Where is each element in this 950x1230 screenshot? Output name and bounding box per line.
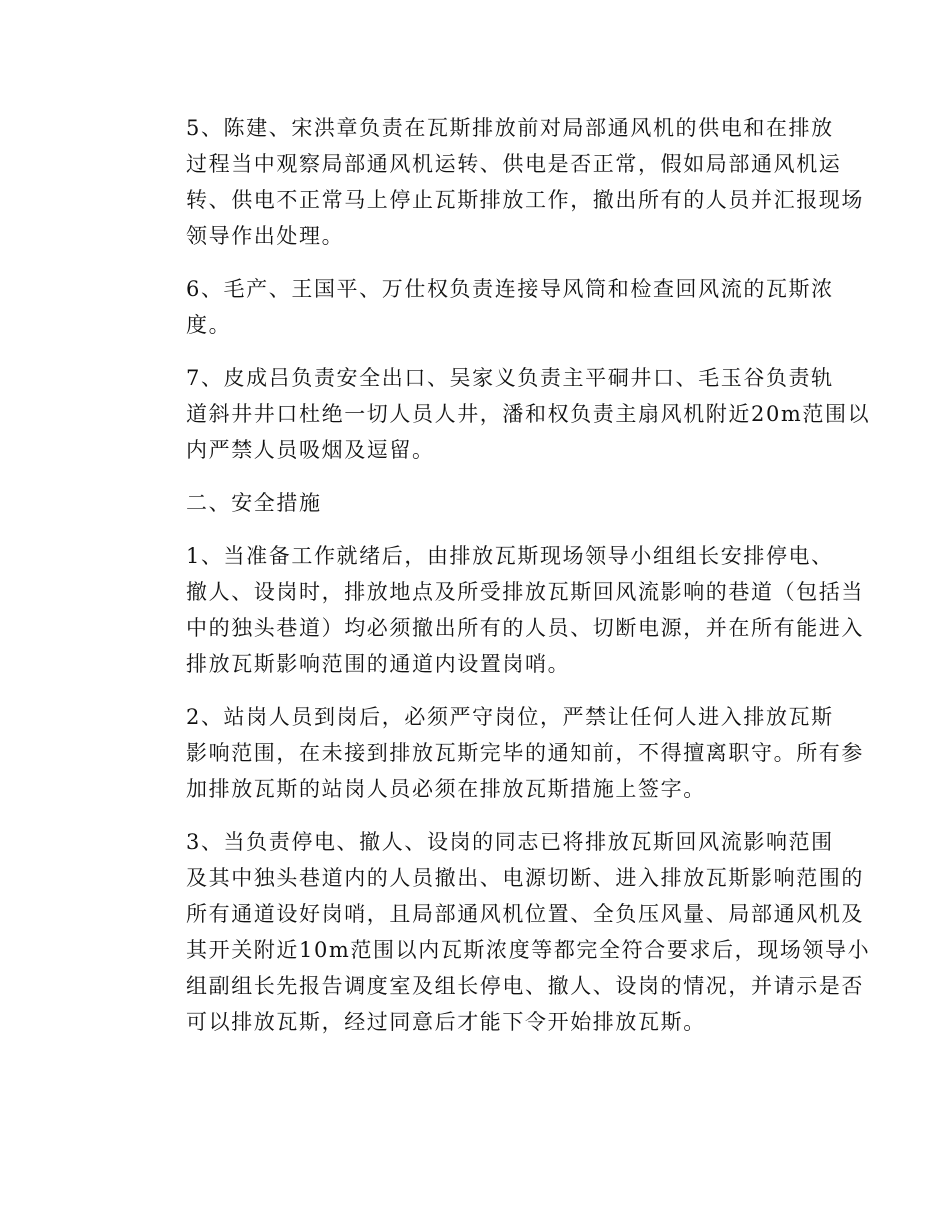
paragraph-item-5 <box>141 110 864 254</box>
measure-item-2 <box>141 699 864 807</box>
text-line: 可以排放瓦斯，经过同意后才能下令开始排放瓦斯。 <box>186 1010 706 1034</box>
text-line: 3、当负责停电、撤人、设岗的同志已将排放瓦斯回风流影响范围 <box>186 830 834 854</box>
text-line: 领导作出处理。 <box>186 224 345 248</box>
measure-item-1 <box>141 538 864 682</box>
text-line: 1、当准备工作就绪后，由排放瓦斯现场领导小组组长安排停电、 <box>186 544 834 568</box>
text-line: 其开关附近10m范围以内瓦斯浓度等都完全符合要求后，现场领导小 <box>186 938 871 962</box>
text-line: 道斜井井口杜绝一切人员人井，潘和权负责主扇风机附近20m范围以 <box>186 402 871 426</box>
text-line: 度。 <box>186 313 232 337</box>
heading-line: 二、安全措施 <box>186 491 322 515</box>
text-line: 2、站岗人员到岗后，必须严守岗位，严禁让任何人进入排放瓦斯 <box>186 705 834 729</box>
document-body <box>141 110 871 1057</box>
text-line: 中的独头巷道）均必须撤出所有的人员、切断电源，并在所有能进入 <box>186 616 864 640</box>
text-line: 所有通道设好岗哨，且局部通风机位置、全负压风量、局部通风机及 <box>186 902 864 926</box>
text-line: 影响范围，在未接到排放瓦斯完毕的通知前，不得擅离职守。所有参 <box>186 741 864 765</box>
text-line: 5、陈建、宋洪章负责在瓦斯排放前对局部通风机的供电和在排放 <box>186 116 834 140</box>
text-line: 加排放瓦斯的站岗人员必须在排放瓦斯措施上签字。 <box>186 777 706 801</box>
text-line: 及其中独头巷道内的人员撤出、电源切断、进入排放瓦斯影响范围的 <box>186 866 864 890</box>
text-line: 排放瓦斯影响范围的通道内设置岗哨。 <box>186 652 571 676</box>
section-heading-safety-measures <box>141 485 806 521</box>
text-line: 6、毛产、王国平、万仕权负责连接导风筒和检查回风流的瓦斯浓 <box>186 277 834 301</box>
text-line: 组副组长先报告调度室及组长停电、撤人、设岗的情况，并请示是否 <box>186 974 864 998</box>
text-line: 内严禁人员吸烟及逗留。 <box>186 438 435 462</box>
paragraph-item-7 <box>141 360 871 468</box>
measure-item-3 <box>141 824 871 1040</box>
text-line: 过程当中观察局部通风机运转、供电是否正常，假如局部通风机运 <box>186 152 842 176</box>
text-line: 撤人、设岗时，排放地点及所受排放瓦斯回风流影响的巷道（包括当 <box>186 580 864 604</box>
paragraph-item-6 <box>141 271 834 343</box>
text-line: 7、皮成吕负责安全出口、吴家义负责主平硐井口、毛玉谷负责轨 <box>186 366 834 390</box>
text-line: 转、供电不正常马上停止瓦斯排放工作，撤出所有的人员并汇报现场 <box>186 188 864 212</box>
